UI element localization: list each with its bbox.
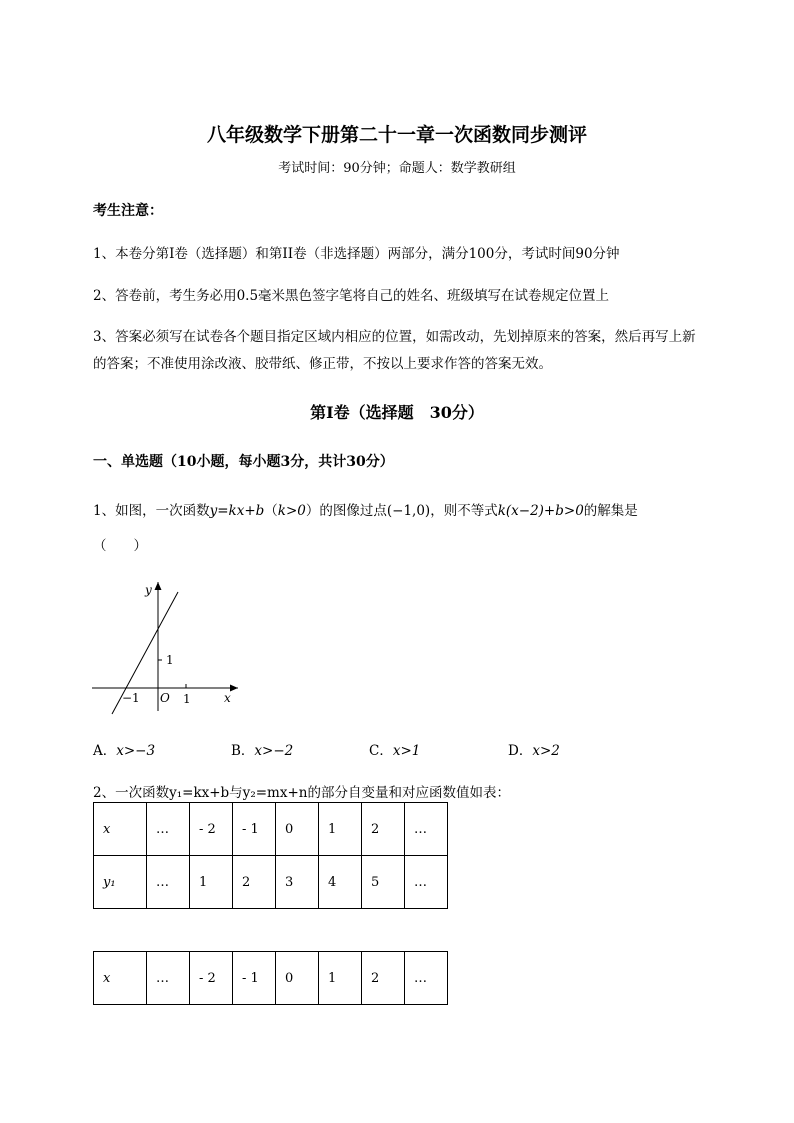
exam-info: 考试时间：90分钟；命题人：数学教研组 <box>278 161 516 176</box>
table-cell: … <box>147 803 190 856</box>
table-cell: - 1 <box>233 803 276 856</box>
table-cell: … <box>405 952 448 1005</box>
table-cell: 3 <box>276 856 319 909</box>
choice-b-expr: x>−2 <box>254 743 294 759</box>
choice-b[interactable] <box>231 739 293 759</box>
table-cell: 4 <box>319 856 362 909</box>
note-1: 1、本卷分第I卷（选择题）和第II卷（非选择题）两部分，满分100分，考试时间90分钟 <box>93 246 620 262</box>
table-row <box>94 952 448 1005</box>
q1-condition: k>0 <box>277 503 306 519</box>
q1-point: (−1,0) <box>386 503 431 519</box>
choice-a-expr: x>−3 <box>116 743 156 759</box>
answer-paren: （ ） <box>93 538 147 554</box>
table-cell: … <box>147 952 190 1005</box>
table-cell: 1 <box>319 952 362 1005</box>
part-title: 一、单选题（10小题，每小题3分，共计30分） <box>93 454 394 470</box>
table-cell: 1 <box>319 803 362 856</box>
choice-d[interactable] <box>508 739 560 759</box>
choice-a[interactable] <box>93 739 155 759</box>
choice-c-letter: C． <box>369 743 393 759</box>
table-row <box>94 856 448 909</box>
question-1-text <box>93 499 638 519</box>
q1-inequality: k(x−2)+b>0 <box>497 503 584 519</box>
table-cell: … <box>405 856 448 909</box>
table-cell: 2 <box>233 856 276 909</box>
table-cell: y₁ <box>94 856 147 909</box>
table-row <box>94 803 448 856</box>
table-cell: 0 <box>276 803 319 856</box>
q1-equation: y=kx+b <box>209 503 265 519</box>
y-axis-label: y <box>145 583 152 597</box>
note-3-continued: 的答案；不准使用涂改液、胶带纸、修正带，不按以上要求作答的答案无效。 <box>93 356 552 372</box>
choice-d-letter: D． <box>508 743 533 759</box>
q1-text-3: ）的图像过点 <box>305 503 387 519</box>
origin-label: O <box>160 691 170 705</box>
table-cell: - 2 <box>190 803 233 856</box>
q1-text-5: 的解集是 <box>583 503 638 519</box>
choice-d-expr: x>2 <box>532 743 560 759</box>
q1-text-4: ，则不等式 <box>430 503 498 519</box>
table-cell: … <box>405 803 448 856</box>
value-table-y1 <box>93 802 448 909</box>
x-axis-label: x <box>224 691 231 705</box>
page-title: 八年级数学下册第二十一章一次函数同步测评 <box>206 124 587 146</box>
tick-label-y1: 1 <box>166 653 174 667</box>
tick-label-neg1: −1 <box>122 691 140 705</box>
table-cell: x <box>94 803 147 856</box>
table-cell: … <box>147 856 190 909</box>
choice-b-letter: B． <box>231 743 255 759</box>
note-2: 2、答卷前，考生务必用0.5毫米黑色签字笔将自己的姓名、班级填写在试卷规定位置上 <box>93 288 610 304</box>
table-cell: x <box>94 952 147 1005</box>
function-graph <box>88 578 248 718</box>
table-cell: - 2 <box>190 952 233 1005</box>
y-axis-arrow <box>155 582 162 590</box>
table-cell: 2 <box>362 803 405 856</box>
table-cell: 1 <box>190 856 233 909</box>
table-cell: 2 <box>362 952 405 1005</box>
section-title: 第I卷（选择题 30分） <box>310 403 484 422</box>
table-cell: 5 <box>362 856 405 909</box>
q1-text-1: 1、如图，一次函数 <box>93 503 210 519</box>
choice-c[interactable] <box>369 739 420 759</box>
choice-a-letter: A． <box>93 743 117 759</box>
choice-c-expr: x>1 <box>392 743 421 759</box>
table-cell: 0 <box>276 952 319 1005</box>
note-3: 3、答案必须写在试卷各个题目指定区域内相应的位置，如需改动，先划掉原来的答案，然后再写上新 <box>93 329 696 345</box>
value-table-y2 <box>93 951 448 1005</box>
x-axis-arrow <box>230 685 238 692</box>
notes-heading: 考生注意： <box>93 203 163 219</box>
tick-label-x1: 1 <box>183 692 191 706</box>
question-2-text: 2、一次函数y₁=kx+b与y₂=mx+n的部分自变量和对应函数值如表： <box>93 785 510 801</box>
q1-text-2: （ <box>264 503 278 519</box>
table-cell: - 1 <box>233 952 276 1005</box>
